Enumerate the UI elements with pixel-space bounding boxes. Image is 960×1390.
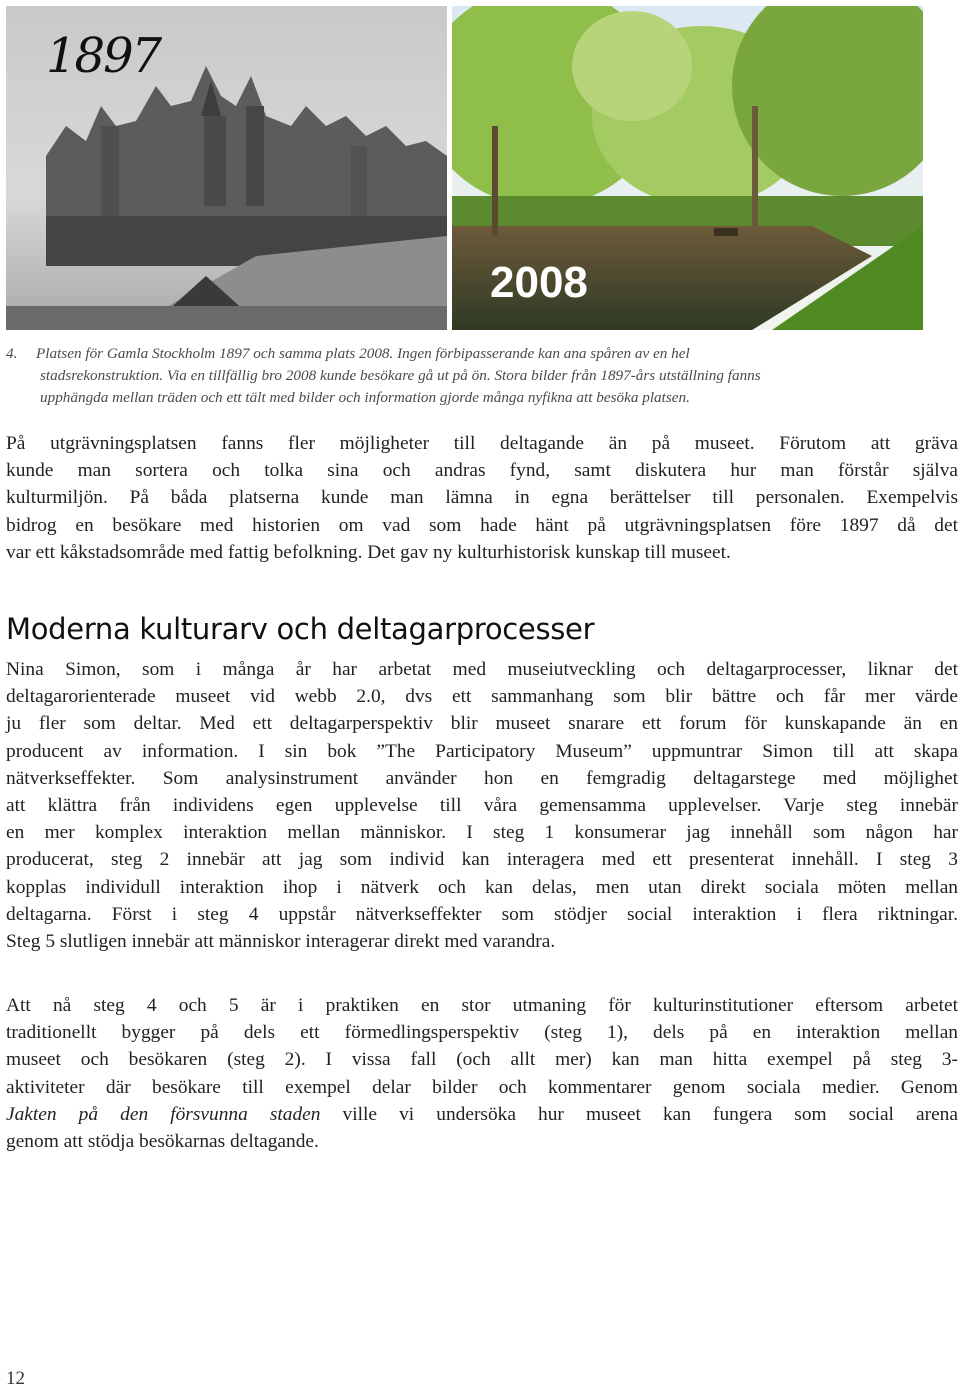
paragraph-line: kopplas individull interaktion ihop i nätverk och kan delas, men utan direkt sociala möten mellan bbox=[6, 876, 958, 898]
caption-line: stadsrekonstruktion. Via en tillfällig bro 2008 kunde besökare gå ut på ön. Stora bilder från 1897-års utställning fanns bbox=[40, 367, 761, 384]
paragraph-line: ju fler som deltar. Med ett deltagarperspektiv blir museet snarare ett forum för kunskapande än en bbox=[6, 713, 958, 735]
paragraph-line: en mer komplex interaktion mellan människor. I steg 1 konsumerar jag innehåll som någon har bbox=[6, 822, 958, 844]
paragraph-line: producent av information. I sin bok ”The Participatory Museum” uppmuntrar Simon till att skapa bbox=[6, 740, 958, 762]
body-paragraph bbox=[6, 430, 958, 566]
paragraph-line: museet och besökaren (steg 2). I vissa fall (och allt mer) kan man hitta exempel på steg 3- bbox=[6, 1049, 958, 1071]
paragraph-line: att klättra från individens egen upplevelse till våra gemensamma upplevelser. Varje steg innebär bbox=[6, 795, 958, 817]
section-heading: Moderna kulturarv och deltagarprocesser bbox=[6, 612, 595, 646]
paragraph-line: kunde man sortera och tolka sina och andras fynd, samt diskutera hur man förstår själva bbox=[6, 460, 958, 482]
paragraph-line: Att nå steg 4 och 5 är i praktiken en stor utmaning för kulturinstitutioner eftersom arbetet bbox=[6, 995, 958, 1016]
photo-1897 bbox=[6, 6, 447, 330]
photo-year-label: 1897 bbox=[46, 28, 161, 84]
page-number: 12 bbox=[6, 1368, 25, 1389]
paragraph-line: kulturmiljön. På båda platserna kunde man lämna in egna berättelser till personalen. Exempelvis bbox=[6, 487, 958, 509]
paragraph-line: producerat, steg 2 innebär att jag som individ kan interagera med ett presenterat innehåll. I steg 3 bbox=[6, 849, 958, 871]
paragraph-line: nätverkseffekter. Som analysinstrument använder hon en femgradig deltagarstege med möjlighet bbox=[6, 767, 958, 789]
body-paragraph bbox=[6, 656, 958, 955]
figure-caption bbox=[6, 343, 918, 409]
paragraph-line: deltagarorienterade museet vid webb 2.0, dvs ett sammanhang som blir bättre och får mer värde bbox=[6, 686, 958, 708]
paragraph-line: deltagarna. Först i steg 4 uppstår nätverkseffekter som stödjer social interaktion i flera riktningar. bbox=[6, 903, 958, 925]
photo-2008 bbox=[452, 6, 923, 330]
paragraph-line: traditionellt bygger på dels ett förmedlingsperspektiv (steg 1), dels på en interaktion mellan bbox=[6, 1022, 958, 1044]
caption-line: upphängda mellan träden och ett tält med bilder och information gjorde många nyfikna att besöka platsen. bbox=[40, 389, 690, 406]
photo-year-label: 2008 bbox=[490, 258, 588, 307]
paragraph-line: Steg 5 slutligen innebär att människor interagerar direkt med varandra. bbox=[6, 931, 556, 953]
paragraph-line: Jakten på den försvunna staden ville vi undersöka hur museet kan fungera som social arena bbox=[6, 1103, 958, 1125]
paragraph-line: Nina Simon, som i många år har arbetat med museiutveckling och deltagarprocesser, liknar det bbox=[6, 659, 958, 680]
paragraph-line: aktiviteter där besökare till exempel delar bilder och kommentarer genom sociala medier. Genom bbox=[6, 1076, 958, 1098]
caption-number: 4. bbox=[6, 345, 18, 362]
paragraph-line: bidrog en besökare med historien om vad som hade hänt på utgrävningsplatsen före 1897 då det bbox=[6, 514, 958, 536]
paragraph-line: genom att stödja besökarnas deltagande. bbox=[6, 1131, 319, 1153]
paragraph-line: På utgrävningsplatsen fanns fler möjligheter till deltagande än på museet. Förutom att gräva bbox=[6, 433, 958, 454]
book-title: Jakten på den försvunna staden bbox=[6, 1103, 321, 1125]
paragraph-line: var ett kåkstadsområde med fattig befolkning. Det gav ny kulturhistorisk kunskap till museet. bbox=[6, 541, 731, 563]
body-paragraph bbox=[6, 992, 958, 1155]
caption-line: 4. Platsen för Gamla Stockholm 1897 och samma plats 2008. Ingen förbipasserande kan ana spåren av en hel bbox=[6, 343, 918, 365]
